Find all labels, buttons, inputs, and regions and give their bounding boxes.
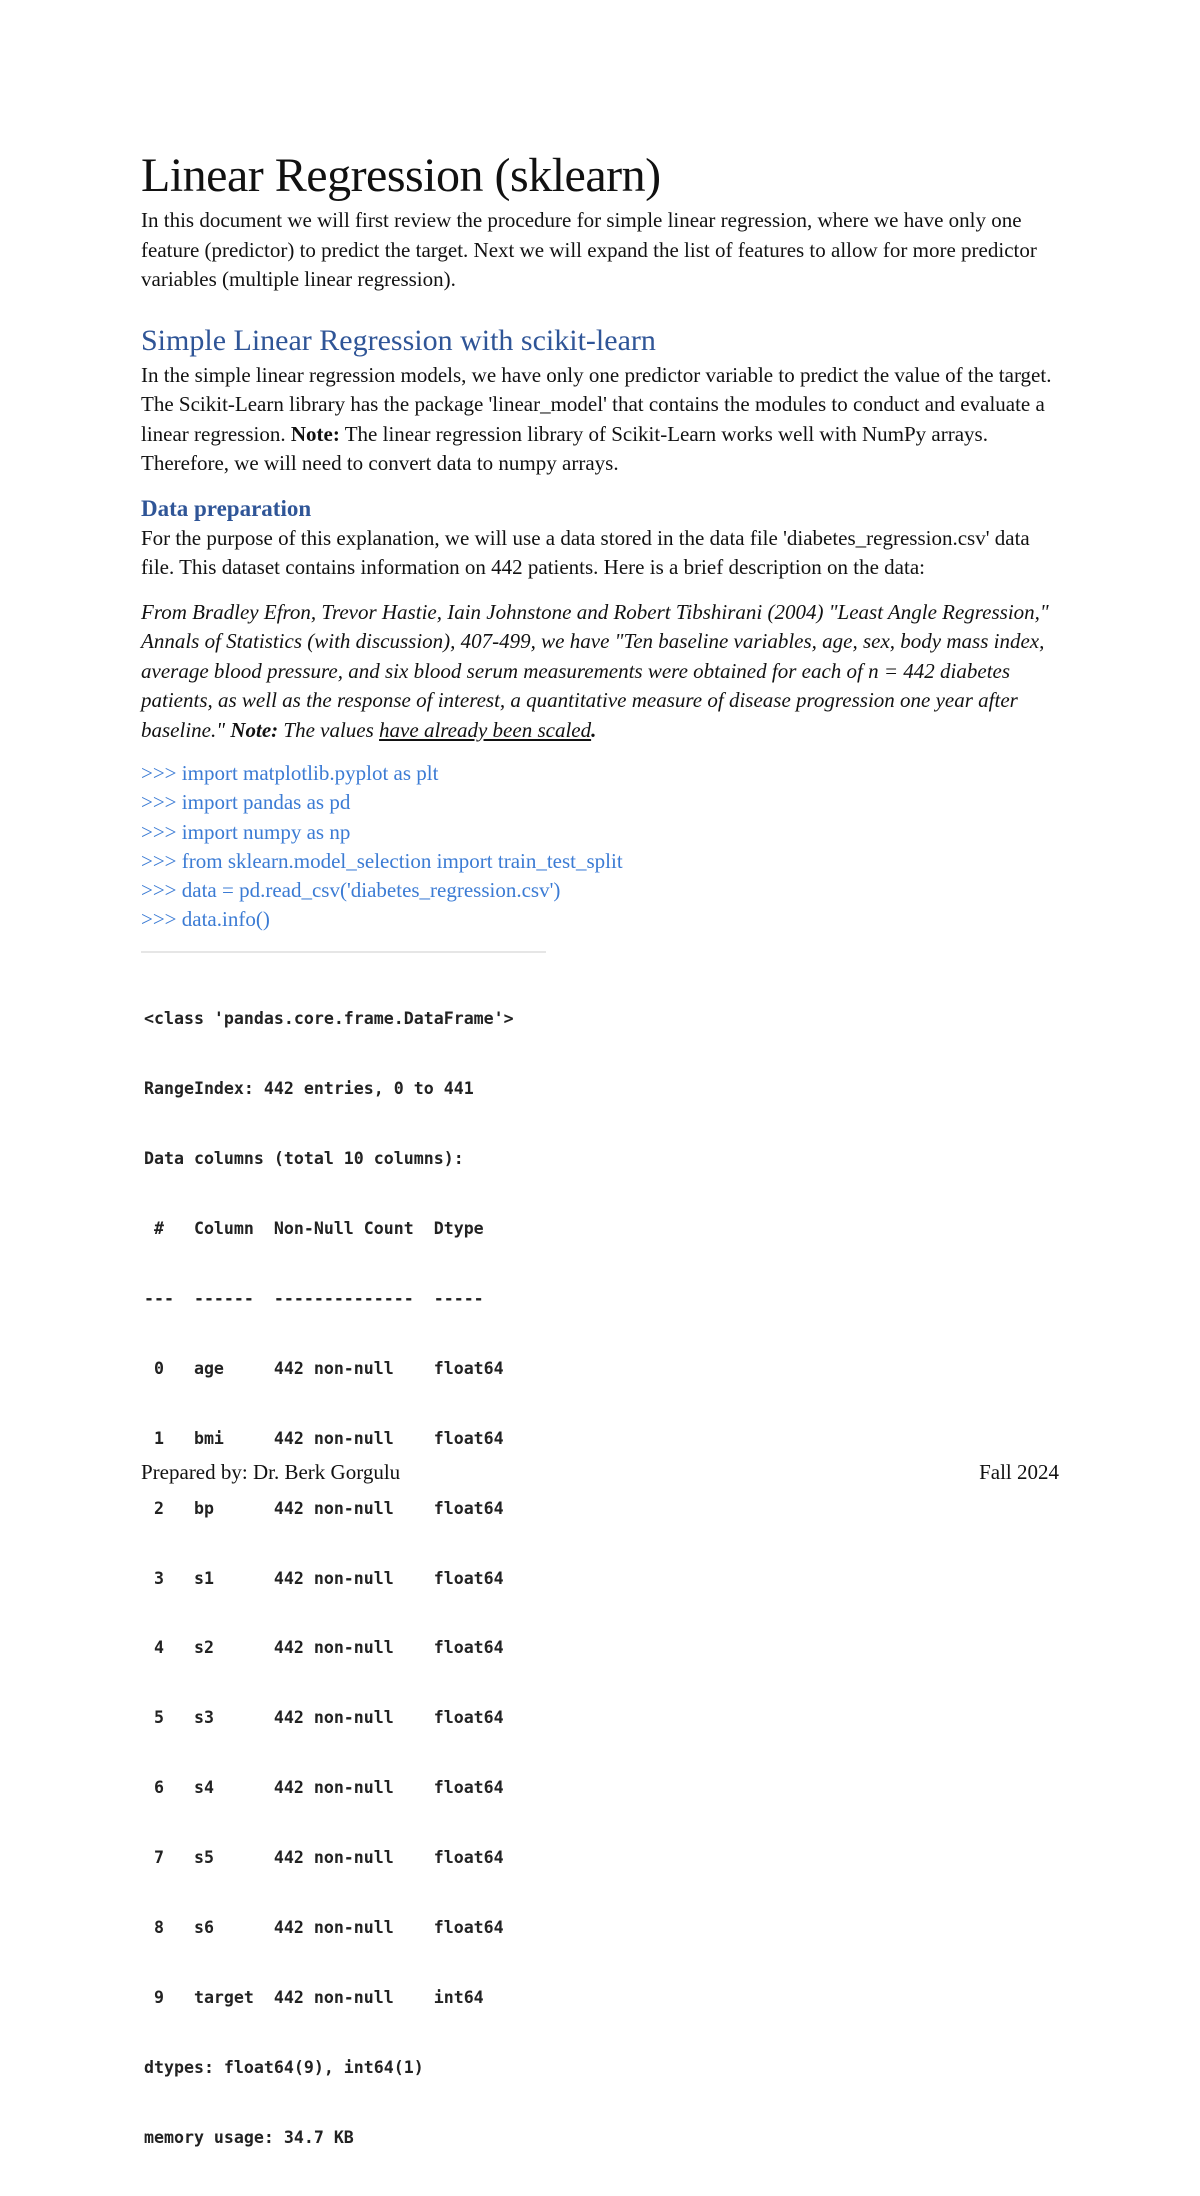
output-row: 9 target 442 non-null int64 [144,1987,504,2007]
output-row: 0 age 442 non-null float64 [144,1358,504,1378]
page-title: Linear Regression (sklearn) [141,149,661,202]
quote-end: . [591,717,597,742]
output-line: <class 'pandas.core.frame.DataFrame'> [144,1009,514,1029]
output-row: 2 bp 442 non-null float64 [144,1498,504,1518]
footer-author: Prepared by: Dr. Berk Gorgulu [141,1460,401,1484]
quote-note-label: Note: [230,717,279,742]
output-separator: --- ------ -------------- ----- [144,1288,504,1308]
footer-term: Fall 2024 [979,1460,1059,1484]
output-dtypes: dtypes: float64(9), int64(1) [144,2057,424,2077]
output-row: 3 s1 442 non-null float64 [144,1568,504,1588]
data-paragraph: For the purpose of this explanation, we will use a data stored in the data file 'diabetes_regression.csv' data file. This dataset contains information on 442 patients. Here is a brief description on the data: [141,525,1030,579]
output-block [144,961,1066,2196]
paragraph-text: The linear regression library of Scikit-Learn works well with NumPy arrays. Therefore, we will need to convert data to numpy arrays. [141,421,988,475]
output-columns-header: # Column Non-Null Count Dtype [144,1219,504,1239]
output-row: 4 s2 442 non-null float64 [144,1638,504,1658]
code-line: >>> data = pd.read_csv('diabetes_regression.csv') [141,878,561,903]
quote-text: From Bradley Efron, Trevor Hastie, Iain Johnstone and Robert Tibshirani (2004) "Least Angle Regression," Annals of Statistics (with discussion), 407-499, we have "Ten baseline variables, age, sex, body mass index, average blood pressure, and six blood serum measurements were obtained for each of n = 442 diabetes patients, as well as the response of interest, a quantitative measure of disease progression one year after baseline." [141,599,1049,742]
output-row: 7 s5 442 non-null float64 [144,1848,504,1868]
quote-text: The values [278,717,380,742]
page-content [141,146,1066,2196]
quote-underlined-text: have already been scaled [379,717,592,742]
section-heading-simple-linear-regression: Simple Linear Regression with scikit-learn [141,323,656,357]
output-memory: memory usage: 34.7 KB [144,2127,354,2147]
section-heading-data-preparation: Data preparation [141,495,312,521]
code-line: >>> import matplotlib.pyplot as plt [141,761,439,785]
code-line: >>> data.info() [141,907,270,932]
output-row: 8 s6 442 non-null float64 [144,1917,504,1937]
paragraph-text: In the simple linear regression models, we have only one predictor variable to predict the value of the target. The Scikit-Learn library has the package 'linear_model' that contains the modules to conduct and evaluate a linear regression. [141,362,1052,446]
code-line: >>> import numpy as np [141,819,351,844]
section-paragraph [141,361,1066,479]
quote-paragraph [141,598,1066,746]
output-row: 5 s3 442 non-null float64 [144,1708,504,1728]
output-row: 1 bmi 442 non-null float64 [144,1428,504,1448]
code-line: >>> import pandas as pd [141,790,351,815]
output-row: 6 s4 442 non-null float64 [144,1778,504,1798]
output-line: Data columns (total 10 columns): [144,1149,464,1169]
code-line: >>> from sklearn.model_selection import train_test_split [141,848,623,873]
intro-paragraph: In this document we will first review the procedure for simple linear regression, where we have only one feature (predictor) to predict the target. Next we will expand the list of features to allow for more predictor variables (multiple linear regression). [141,208,1037,291]
output-line: RangeIndex: 442 entries, 0 to 441 [144,1079,474,1099]
output-divider [141,951,546,953]
code-block [141,759,1066,935]
note-label: Note: [290,421,340,446]
